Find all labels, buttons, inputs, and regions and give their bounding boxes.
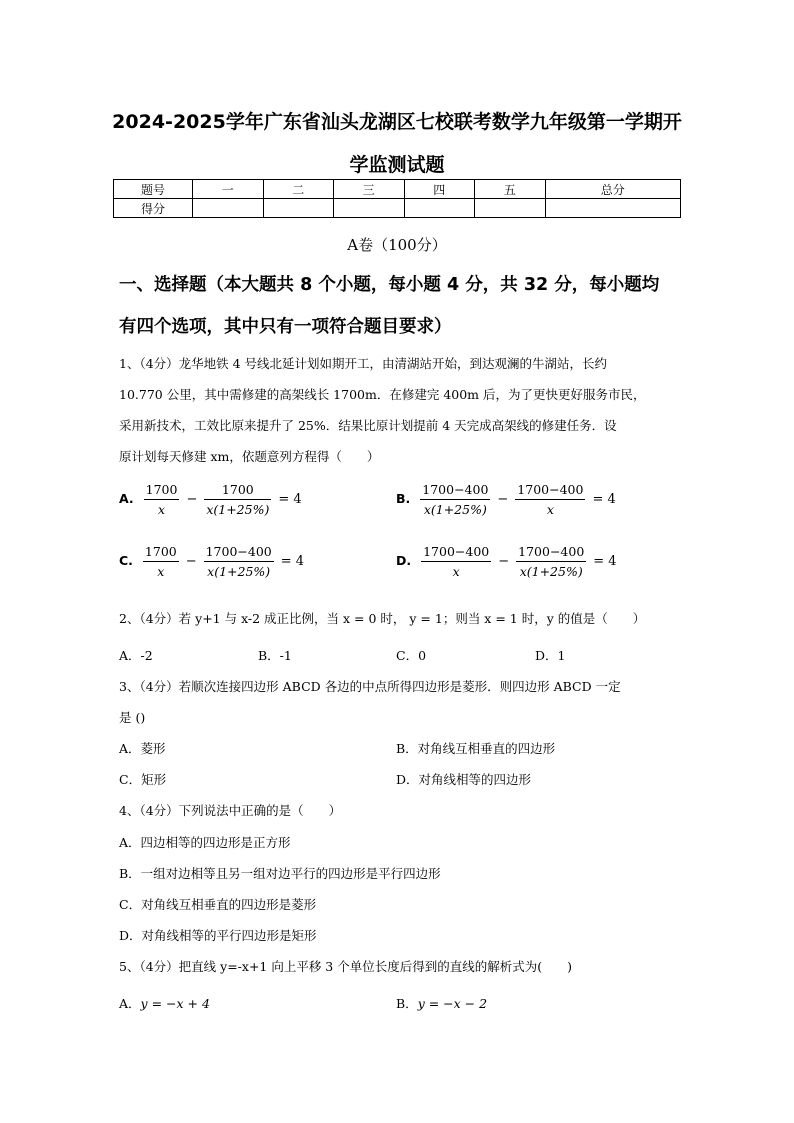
option-expression: y = −x − 2: [417, 996, 488, 1011]
question-5-option-a[interactable]: [119, 994, 210, 1012]
score-cell[interactable]: [475, 199, 546, 218]
question-4-option-d[interactable]: D．对角线相等的平行四边形是矩形: [119, 928, 317, 943]
score-table-header-row: [114, 180, 681, 199]
score-table: [113, 179, 681, 218]
denominator: x: [158, 502, 166, 517]
question-1-line: 原计划每天修建 xm，依题意列方程得（ ）: [119, 449, 380, 464]
question-2-option-a[interactable]: A．-2: [119, 648, 153, 663]
question-5-option-b[interactable]: [396, 994, 487, 1012]
fraction: [204, 482, 271, 517]
equation-rhs: = 4: [593, 554, 617, 569]
denominator: x(1+25%): [423, 502, 487, 517]
fraction: [420, 482, 490, 517]
question-4-option-b[interactable]: B．一组对边相等且另一组对边平行的四边形是平行四边形: [119, 866, 441, 881]
minus-sign: −: [186, 492, 198, 507]
fraction: [516, 544, 586, 579]
option-expression: y = −x + 4: [140, 996, 210, 1011]
question-4-text: 4、（4分）下列说法中正确的是（ ）: [119, 803, 342, 818]
numerator: 1700: [144, 482, 180, 500]
numerator: 1700−400: [515, 482, 585, 500]
section-heading-line2: 有四个选项，其中只有一项符合题目要求）: [119, 317, 452, 337]
question-2-option-d[interactable]: D．1: [535, 648, 566, 663]
score-cell: 题号: [114, 180, 193, 199]
numerator: 1700−400: [204, 544, 274, 562]
question-1-option-b[interactable]: [396, 482, 619, 517]
option-label: A．: [119, 996, 141, 1011]
option-label: C.: [119, 553, 133, 568]
question-3-option-a[interactable]: A．菱形: [119, 741, 166, 756]
score-cell[interactable]: [545, 199, 681, 218]
question-1-line: 1、（4分）龙华地铁 4 号线北延计划如期开工，由清湖站开始，到达观澜的牛湖站，长约: [119, 356, 608, 371]
denominator: x(1+25%): [206, 502, 270, 517]
option-label: B．: [396, 996, 418, 1011]
equation-rhs: = 4: [280, 554, 305, 569]
score-cell: 总分: [545, 180, 681, 199]
fraction: [143, 544, 179, 579]
question-4-option-c[interactable]: C．对角线互相垂直的四边形是菱形: [119, 897, 317, 912]
numerator: 1700: [204, 482, 271, 500]
question-3-option-b[interactable]: B．对角线互相垂直的四边形: [396, 741, 556, 756]
fraction: [421, 544, 491, 579]
score-cell: 二: [263, 180, 334, 199]
question-2-option-c[interactable]: C．0: [396, 648, 427, 663]
option-label: B.: [396, 491, 411, 506]
volume-label: A卷（100分）: [347, 236, 447, 254]
question-1-option-c[interactable]: [119, 544, 307, 579]
option-label: A.: [119, 491, 134, 506]
exam-title-line2: 学监测试题: [349, 154, 445, 176]
minus-sign: −: [185, 554, 197, 569]
question-1-line: 10.770 公里，其中需修建的高架线长 1700m．在修建完 400m 后，为了更快更好服务市民，: [119, 387, 646, 402]
score-cell[interactable]: [404, 199, 475, 218]
score-cell: 五: [475, 180, 546, 199]
minus-sign: −: [498, 554, 510, 569]
score-cell: 得分: [114, 199, 193, 218]
score-table-score-row: [114, 199, 681, 218]
minus-sign: −: [497, 492, 509, 507]
question-5-text: 5、（4分）把直线 y=-x+1 向上平移 3 个单位长度后得到的直线的解析式为( ): [119, 959, 572, 974]
denominator: x: [157, 564, 165, 579]
question-3-line: 是 (): [119, 710, 146, 725]
numerator: 1700−400: [420, 482, 490, 500]
denominator: x(1+25%): [519, 564, 583, 579]
score-cell[interactable]: [193, 199, 264, 218]
exam-title-line1: 2024-2025学年广东省汕头龙湖区七校联考数学九年级第一学期开: [112, 111, 682, 133]
question-1-option-d[interactable]: [396, 544, 620, 579]
question-3-line: 3、（4分）若顺次连接四边形 ABCD 各边的中点所得四边形是菱形．则四边形 ABCD 一定: [119, 679, 621, 694]
denominator: x: [546, 502, 554, 517]
denominator: x: [452, 564, 460, 579]
score-cell: 三: [334, 180, 405, 199]
score-cell: 一: [193, 180, 264, 199]
numerator: 1700: [143, 544, 179, 562]
score-cell[interactable]: [334, 199, 405, 218]
section-heading-line1: 一、选择题（本大题共 8 个小题，每小题 4 分，共 32 分，每小题均: [119, 275, 660, 295]
score-cell[interactable]: [263, 199, 334, 218]
question-2-text: 2、（4分）若 y+1 与 x-2 成正比例，当 x = 0 时， y = 1；则当 x = 1 时，y 的值是（ ）: [119, 611, 646, 626]
numerator: 1700−400: [516, 544, 586, 562]
equation-rhs: = 4: [592, 492, 616, 507]
question-1-option-a[interactable]: [119, 482, 305, 517]
fraction: [515, 482, 585, 517]
fraction: [144, 482, 180, 517]
fraction: [204, 544, 274, 579]
question-3-option-d[interactable]: D．对角线相等的四边形: [396, 772, 532, 787]
question-1-line: 采用新技术，工效比原来提升了 25%．结果比原计划提前 4 天完成高架线的修建任务．设: [119, 418, 617, 433]
question-3-option-c[interactable]: C．矩形: [119, 772, 167, 787]
question-4-option-a[interactable]: A．四边相等的四边形是正方形: [119, 835, 291, 850]
question-2-option-b[interactable]: B．-1: [258, 648, 292, 663]
denominator: x(1+25%): [207, 564, 271, 579]
score-cell: 四: [404, 180, 475, 199]
option-label: D.: [396, 553, 412, 568]
numerator: 1700−400: [421, 544, 491, 562]
equation-rhs: = 4: [278, 492, 302, 507]
